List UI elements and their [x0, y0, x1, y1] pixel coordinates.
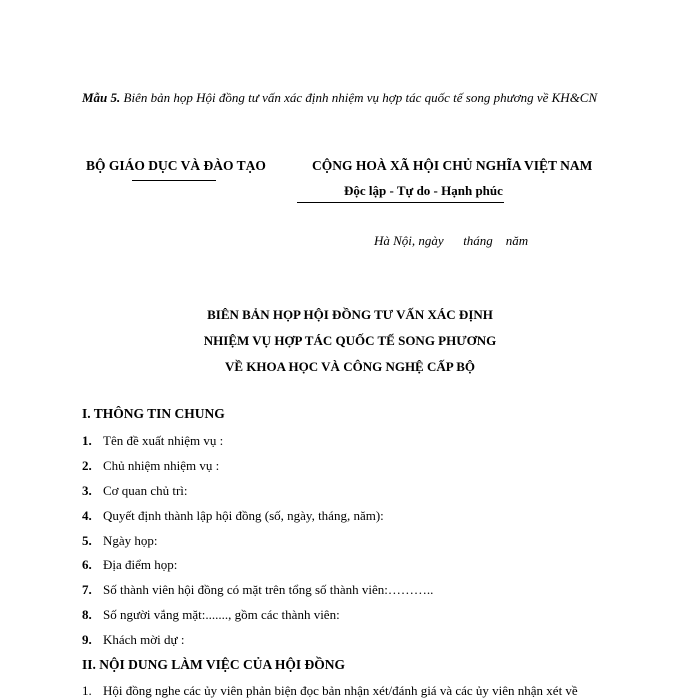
document-title-line-3: VỀ KHOA HỌC VÀ CÔNG NGHỆ CẤP BỘ	[224, 359, 476, 374]
ministry-name: BỘ GIÁO DỤC VÀ ĐÀO TẠO	[86, 158, 266, 173]
item-text: Số thành viên hội đồng có mặt trên tổng số thành viên:………..	[103, 582, 434, 597]
item-text: Chủ nhiệm nhiệm vụ :	[103, 458, 220, 473]
list-item	[82, 607, 622, 623]
item-text: Tên đề xuất nhiệm vụ :	[103, 433, 224, 448]
section-heading-council-work: II. NỘI DUNG LÀM VIỆC CỦA HỘI ĐỒNG	[82, 657, 346, 672]
item-number: 1.	[82, 433, 92, 448]
item-text: Cơ quan chủ trì:	[103, 483, 188, 498]
item-number: 2.	[82, 458, 92, 473]
item-text: Số người vắng mặt:......., gồm các thành viên:	[103, 607, 340, 622]
section-heading-general-info: I. THÔNG TIN CHUNG	[82, 406, 225, 421]
item-number: 3.	[82, 483, 92, 498]
list-item	[82, 557, 622, 573]
item-number: 4.	[82, 508, 92, 523]
item-number: 6.	[82, 557, 92, 572]
item-text: Hội đồng nghe các ủy viên phản biện đọc bản nhận xét/đánh giá và các ủy viên nhận xét về	[103, 683, 578, 698]
form-label: Mẫu 5.	[82, 90, 121, 105]
item-number: 7.	[82, 582, 92, 597]
list-item	[82, 433, 622, 449]
item-text: Địa điểm họp:	[103, 557, 178, 572]
item-number: 5.	[82, 533, 92, 548]
list-item	[82, 508, 622, 524]
item-text: Quyết định thành lập hội đồng (số, ngày, tháng, năm):	[103, 508, 384, 523]
list-item	[82, 582, 622, 598]
ministry-underline	[132, 180, 216, 181]
national-motto: Độc lập - Tự do - Hạnh phúc	[344, 183, 503, 198]
nation-name: CỘNG HOÀ XÃ HỘI CHỦ NGHĨA VIỆT NAM	[312, 158, 593, 173]
list-item	[82, 483, 622, 499]
document-title-line-1: BIÊN BẢN HỌP HỘI ĐỒNG TƯ VẤN XÁC ĐỊNH	[207, 307, 493, 322]
form-caption	[82, 89, 619, 106]
form-title: Biên bản họp Hội đồng tư vấn xác định nhiệm vụ hợp tác quốc tế song phương về KH&CN	[123, 90, 598, 105]
document-title-line-2: NHIỆM VỤ HỢP TÁC QUỐC TẾ SONG PHƯƠNG	[203, 333, 497, 348]
item-number: 1.	[82, 683, 92, 698]
motto-underline	[297, 202, 504, 203]
item-text: Ngày họp:	[103, 533, 158, 548]
item-text: Khách mời dự :	[103, 632, 185, 647]
list-item	[82, 533, 622, 549]
place-date-line: Hà Nội, ngày tháng năm	[374, 233, 529, 248]
list-item	[82, 683, 622, 699]
list-item	[82, 458, 622, 474]
list-item	[82, 632, 622, 648]
item-number: 8.	[82, 607, 92, 622]
item-number: 9.	[82, 632, 92, 647]
